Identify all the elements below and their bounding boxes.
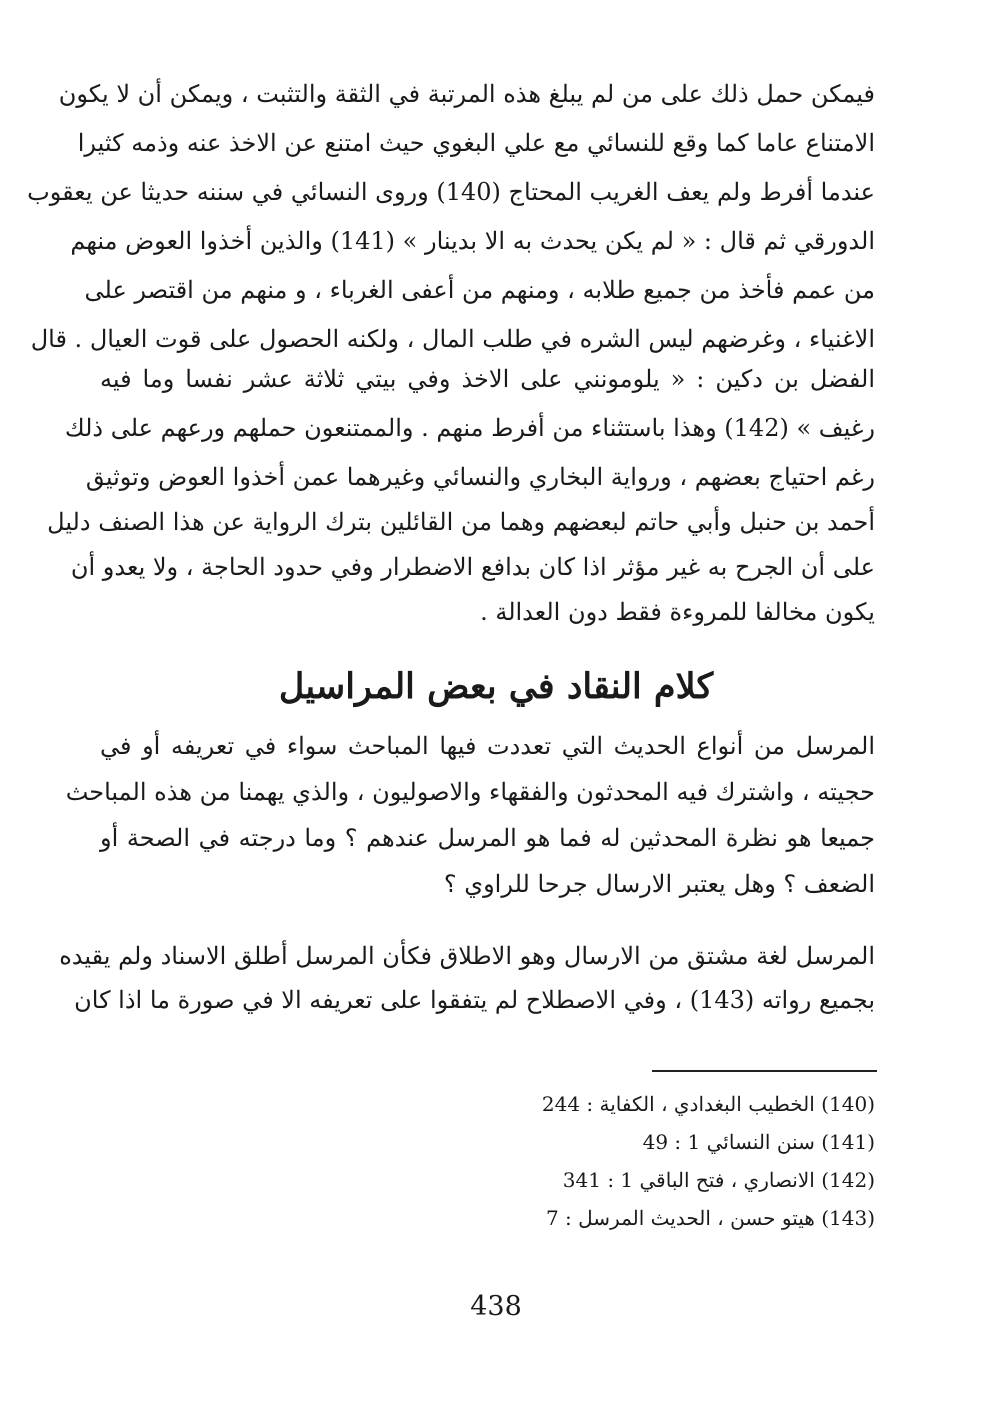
body-line: المرسل لغة مشتق من الارسال وهو الاطلاق فكأن المرسل أطلق الاسناد ولم يقيده	[59, 942, 875, 970]
section-heading: كلام النقاد في بعض المراسيل	[278, 666, 714, 707]
body-line: الدورقي ثم قال : « لم يكن يحدث به الا بدينار » (141) والذين أخذوا العوض منهم	[70, 227, 875, 255]
body-line: الاغنياء ، وغرضهم ليس الشره في طلب المال ، ولكنه الحصول على قوت العيال . قال	[30, 325, 875, 353]
body-line: المرسل من أنواع الحديث التي تعددت فيها المباحث سواء في تعريفه أو في	[100, 732, 875, 760]
body-line: عندما أفرط ولم يعف الغريب المحتاج (140) وروى النسائي في سننه حديثا عن يعقوب	[27, 178, 875, 206]
body-line: الفضل بن دكين : « يلومونني على الاخذ وفي بيتي ثلاثة عشر نفسا وما فيه	[100, 365, 875, 393]
footnote: (142) الانصاري ، فتح الباقي 1 : 341	[562, 1168, 875, 1192]
footnote: (141) سنن النسائي 1 : 49	[642, 1130, 875, 1154]
body-line: الامتناع عاما كما وقع للنسائي مع علي البغوي حيث امتنع عن الاخذ عنه وذمه كثيرا	[77, 129, 875, 157]
body-line: يكون مخالفا للمروءة فقط دون العدالة .	[480, 598, 875, 626]
body-line: على أن الجرح به غير مؤثر اذا كان بدافع الاضطرار وفي حدود الحاجة ، ولا يعدو أن	[70, 553, 875, 581]
body-line: رغم احتياج بعضهم ، ورواية البخاري والنسائي وغيرهما عمن أخذوا العوض وتوثيق	[85, 463, 875, 491]
body-line: فيمكن حمل ذلك على من لم يبلغ هذه المرتبة في الثقة والتثبت ، ويمكن أن لا يكون	[58, 80, 875, 108]
body-line: رغيف » (142) وهذا باستثناء من أفرط منهم . والممتنعون حملهم ورعهم على ذلك	[64, 414, 875, 442]
body-line: الضعف ؟ وهل يعتبر الارسال جرحا للراوي ؟	[443, 870, 875, 898]
footnote: (140) الخطيب البغدادي ، الكفاية : 244	[541, 1092, 875, 1116]
body-line: أحمد بن حنبل وأبي حاتم لبعضهم وهما من القائلين بترك الرواية عن هذا الصنف دليل	[47, 508, 875, 536]
footnote-separator	[652, 1070, 877, 1072]
page-number: 438	[470, 1291, 522, 1322]
body-line: جميعا هو نظرة المحدثين له فما هو المرسل عندهم ؟ وما درجته في الصحة أو	[100, 824, 875, 852]
body-line: حجيته ، واشترك فيه المحدثون والفقهاء والاصوليون ، والذي يهمنا من هذه المباحث	[65, 778, 875, 806]
body-line: من عمم فأخذ من جميع طلابه ، ومنهم من أعفى الغرباء ، و منهم من اقتصر على	[84, 276, 875, 304]
footnote: (143) هيتو حسن ، الحديث المرسل : 7	[545, 1206, 875, 1230]
body-line: بجميع رواته (143) ، وفي الاصطلاح لم يتفقوا على تعريفه الا في صورة ما اذا كان	[74, 986, 875, 1014]
